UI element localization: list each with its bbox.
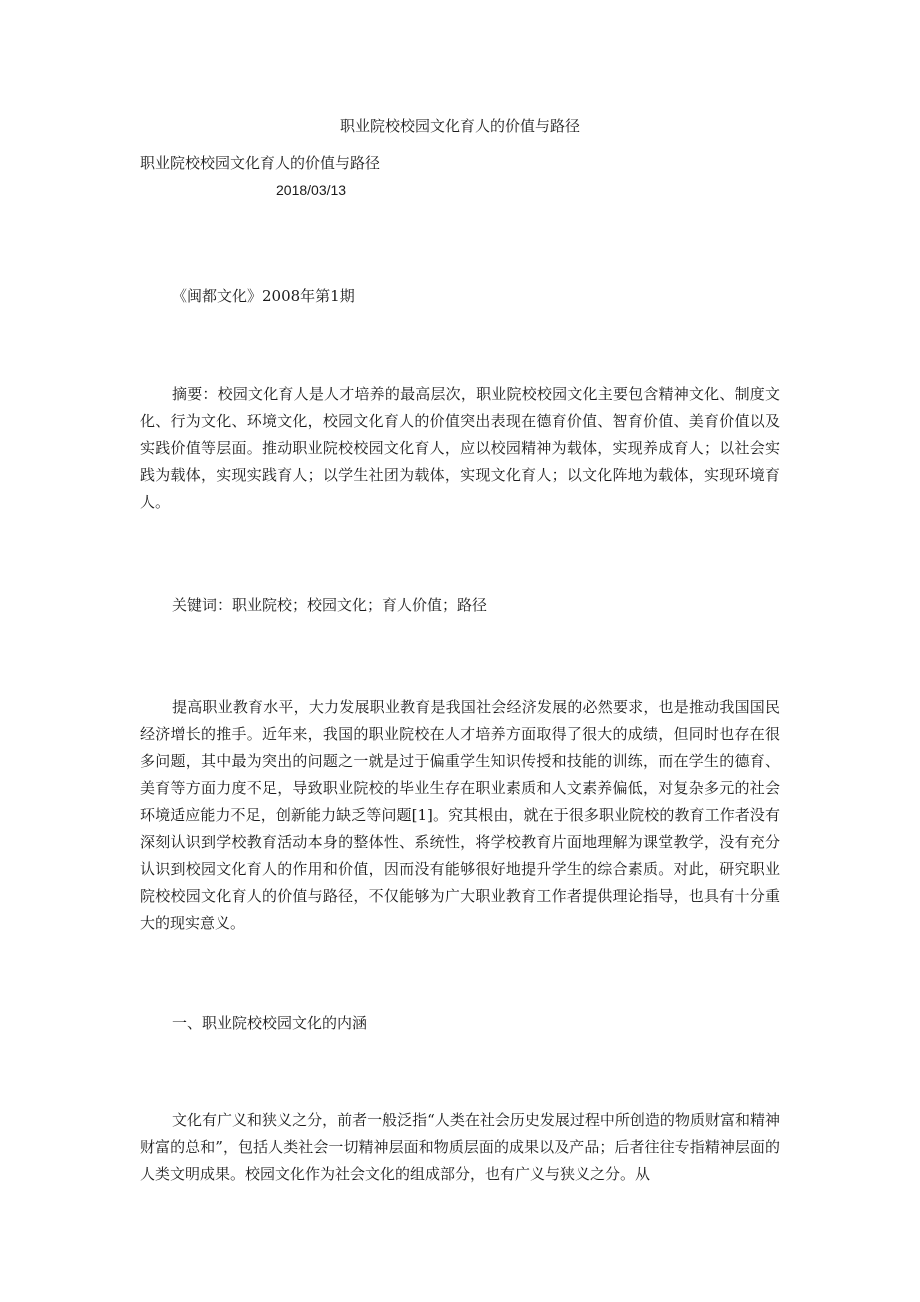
section-heading: 一、职业院校校园文化的内涵: [172, 1014, 368, 1032]
keywords-paragraph: 关键词：职业院校；校园文化；育人价值；路径: [172, 596, 488, 614]
journal-source: 《闽都文化》2008年第1期: [172, 287, 355, 305]
article-title: 职业院校校园文化育人的价值与路径: [140, 154, 381, 172]
abstract-paragraph: 摘要：校园文化育人是人才培养的最高层次，职业院校校园文化主要包含精神文化、制度文化、行为文化、环境文化，校园文化育人的价值突出表现在德育价值、智育价值、美育价值以及实践价值等层面。推动职业院校校园文化育人，应以校园精神为载体，实现养成育人；以社会实践为载体，实现实践育人；以学生社团为载体，实现文化育人；以文化阵地为载体，实现环境育人。: [140, 385, 780, 511]
body-paragraph: 文化有广义和狭义之分，前者一般泛指“人类在社会历史发展过程中所创造的物质财富和精神财富的总和”，包括人类社会一切精神层面和物质层面的成果以及产品；后者往往专指精神层面的人类文明成果。校园文化作为社会文化的组成部分，也有广义与狭义之分。从: [140, 1111, 780, 1183]
page-title: 职业院校校园文化育人的价值与路径: [339, 117, 580, 135]
intro-paragraph: 提高职业教育水平，大力发展职业教育是我国社会经济发展的必然要求，也是推动我国国民经济增长的推手。近年来，我国的职业院校在人才培养方面取得了很大的成绩，但同时也存在很多问题，其中最为突出的问题之一就是过于偏重学生知识传授和技能的训练，而在学生的德育、美育等方面力度不足，导致职业院校的毕业生存在职业素质和人文素养偏低，对复杂多元的社会环境适应能力不足，创新能力缺乏等问题[1]。究其根由，就在于很多职业院校的教育工作者没有深刻认识到学校教育活动本身的整体性、系统性，将学校教育片面地理解为课堂教学，没有充分认识到校园文化育人的作用和价值，因而没有能够很好地提升学生的综合素质。对此，研究职业院校校园文化育人的价值与路径，不仅能够为广大职业教育工作者提供理论指导，也具有十分重大的现实意义。: [140, 698, 780, 932]
publish-date: 2018/03/13: [276, 182, 347, 198]
